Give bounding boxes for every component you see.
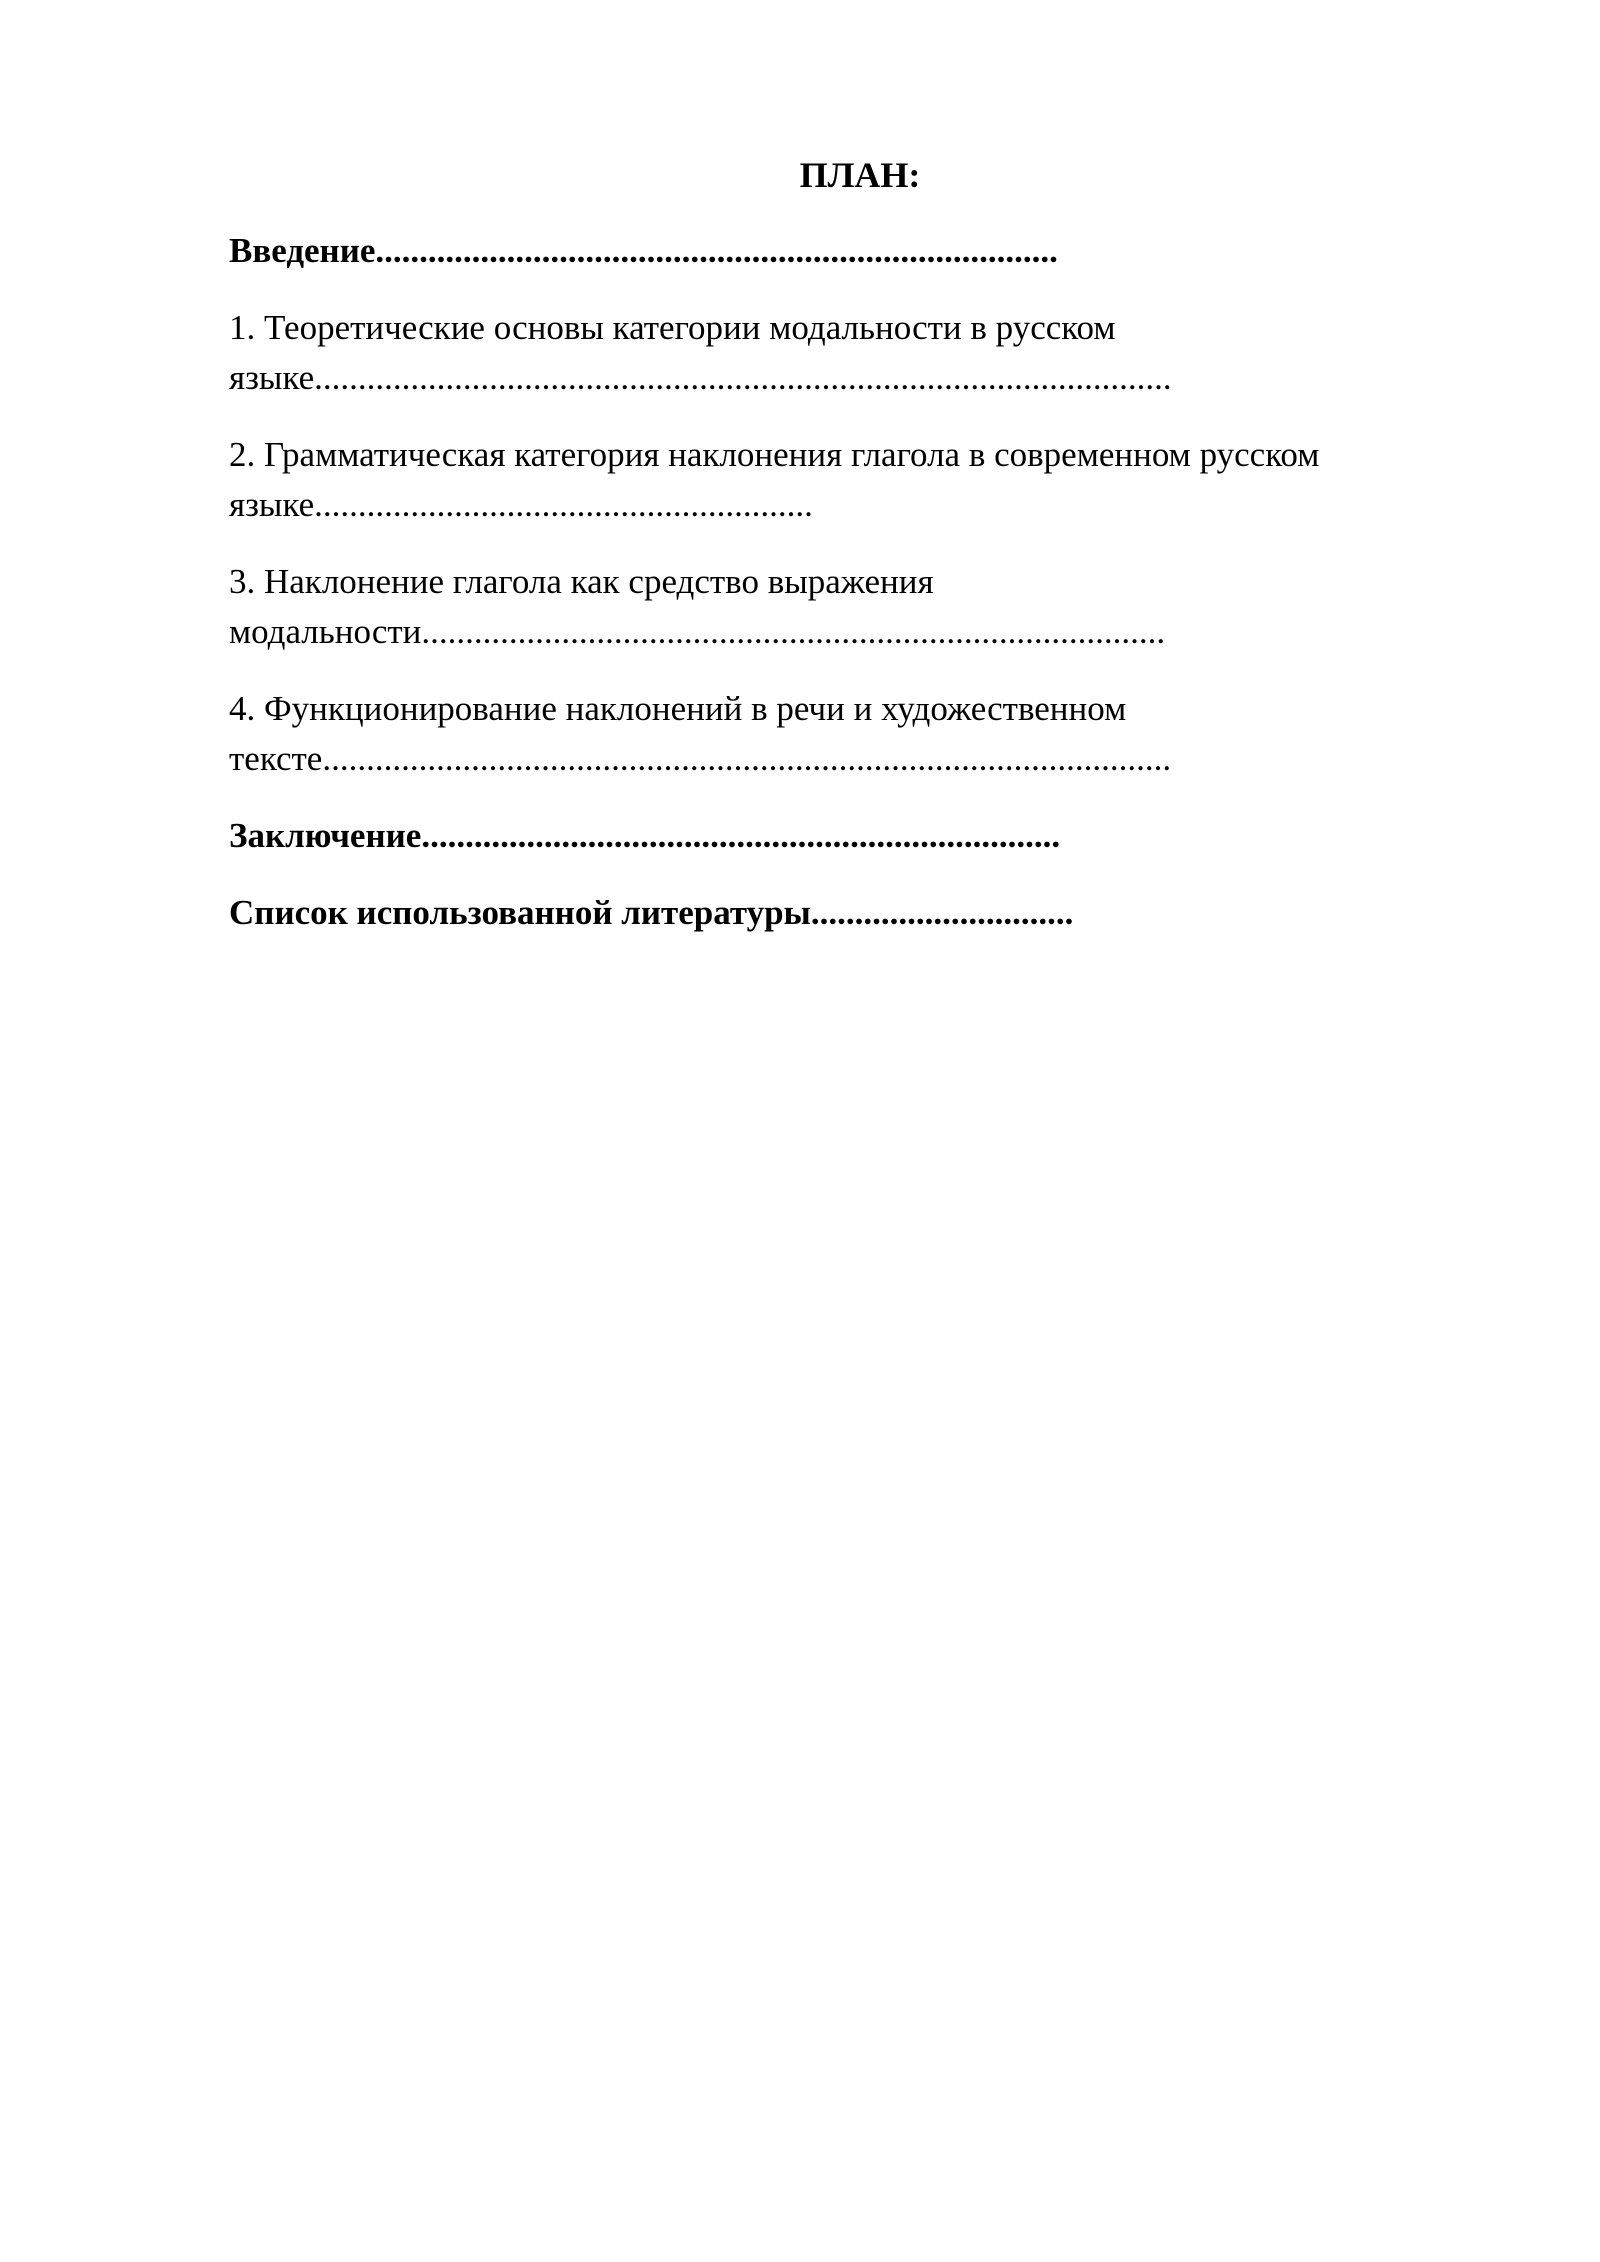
toc-item-chapter-1: 1. Теоретические основы категории модальности в русском языке.................................................................................................. <box>229 308 1172 397</box>
toc-item-introduction: Введение.............................................................................. <box>229 231 1058 270</box>
toc-item-chapter-2: 2. Грамматическая категория наклонения глагола в современном русском языке......................................................... <box>229 435 1320 524</box>
toc-item-chapter-3: 3. Наклонение глагола как средство выражения модальности..................................................................................... <box>229 562 1166 651</box>
toc-item-chapter-4: 4. Функционирование наклонений в речи и художественном тексте................................................................................................. <box>229 689 1172 778</box>
page-title: ПЛАН: <box>799 155 921 195</box>
toc-item-conclusion: Заключение......................................................................... <box>229 816 1061 855</box>
toc-item-bibliography: Список использованной литературы.............................. <box>229 893 1074 932</box>
table-of-contents <box>229 226 1529 965</box>
